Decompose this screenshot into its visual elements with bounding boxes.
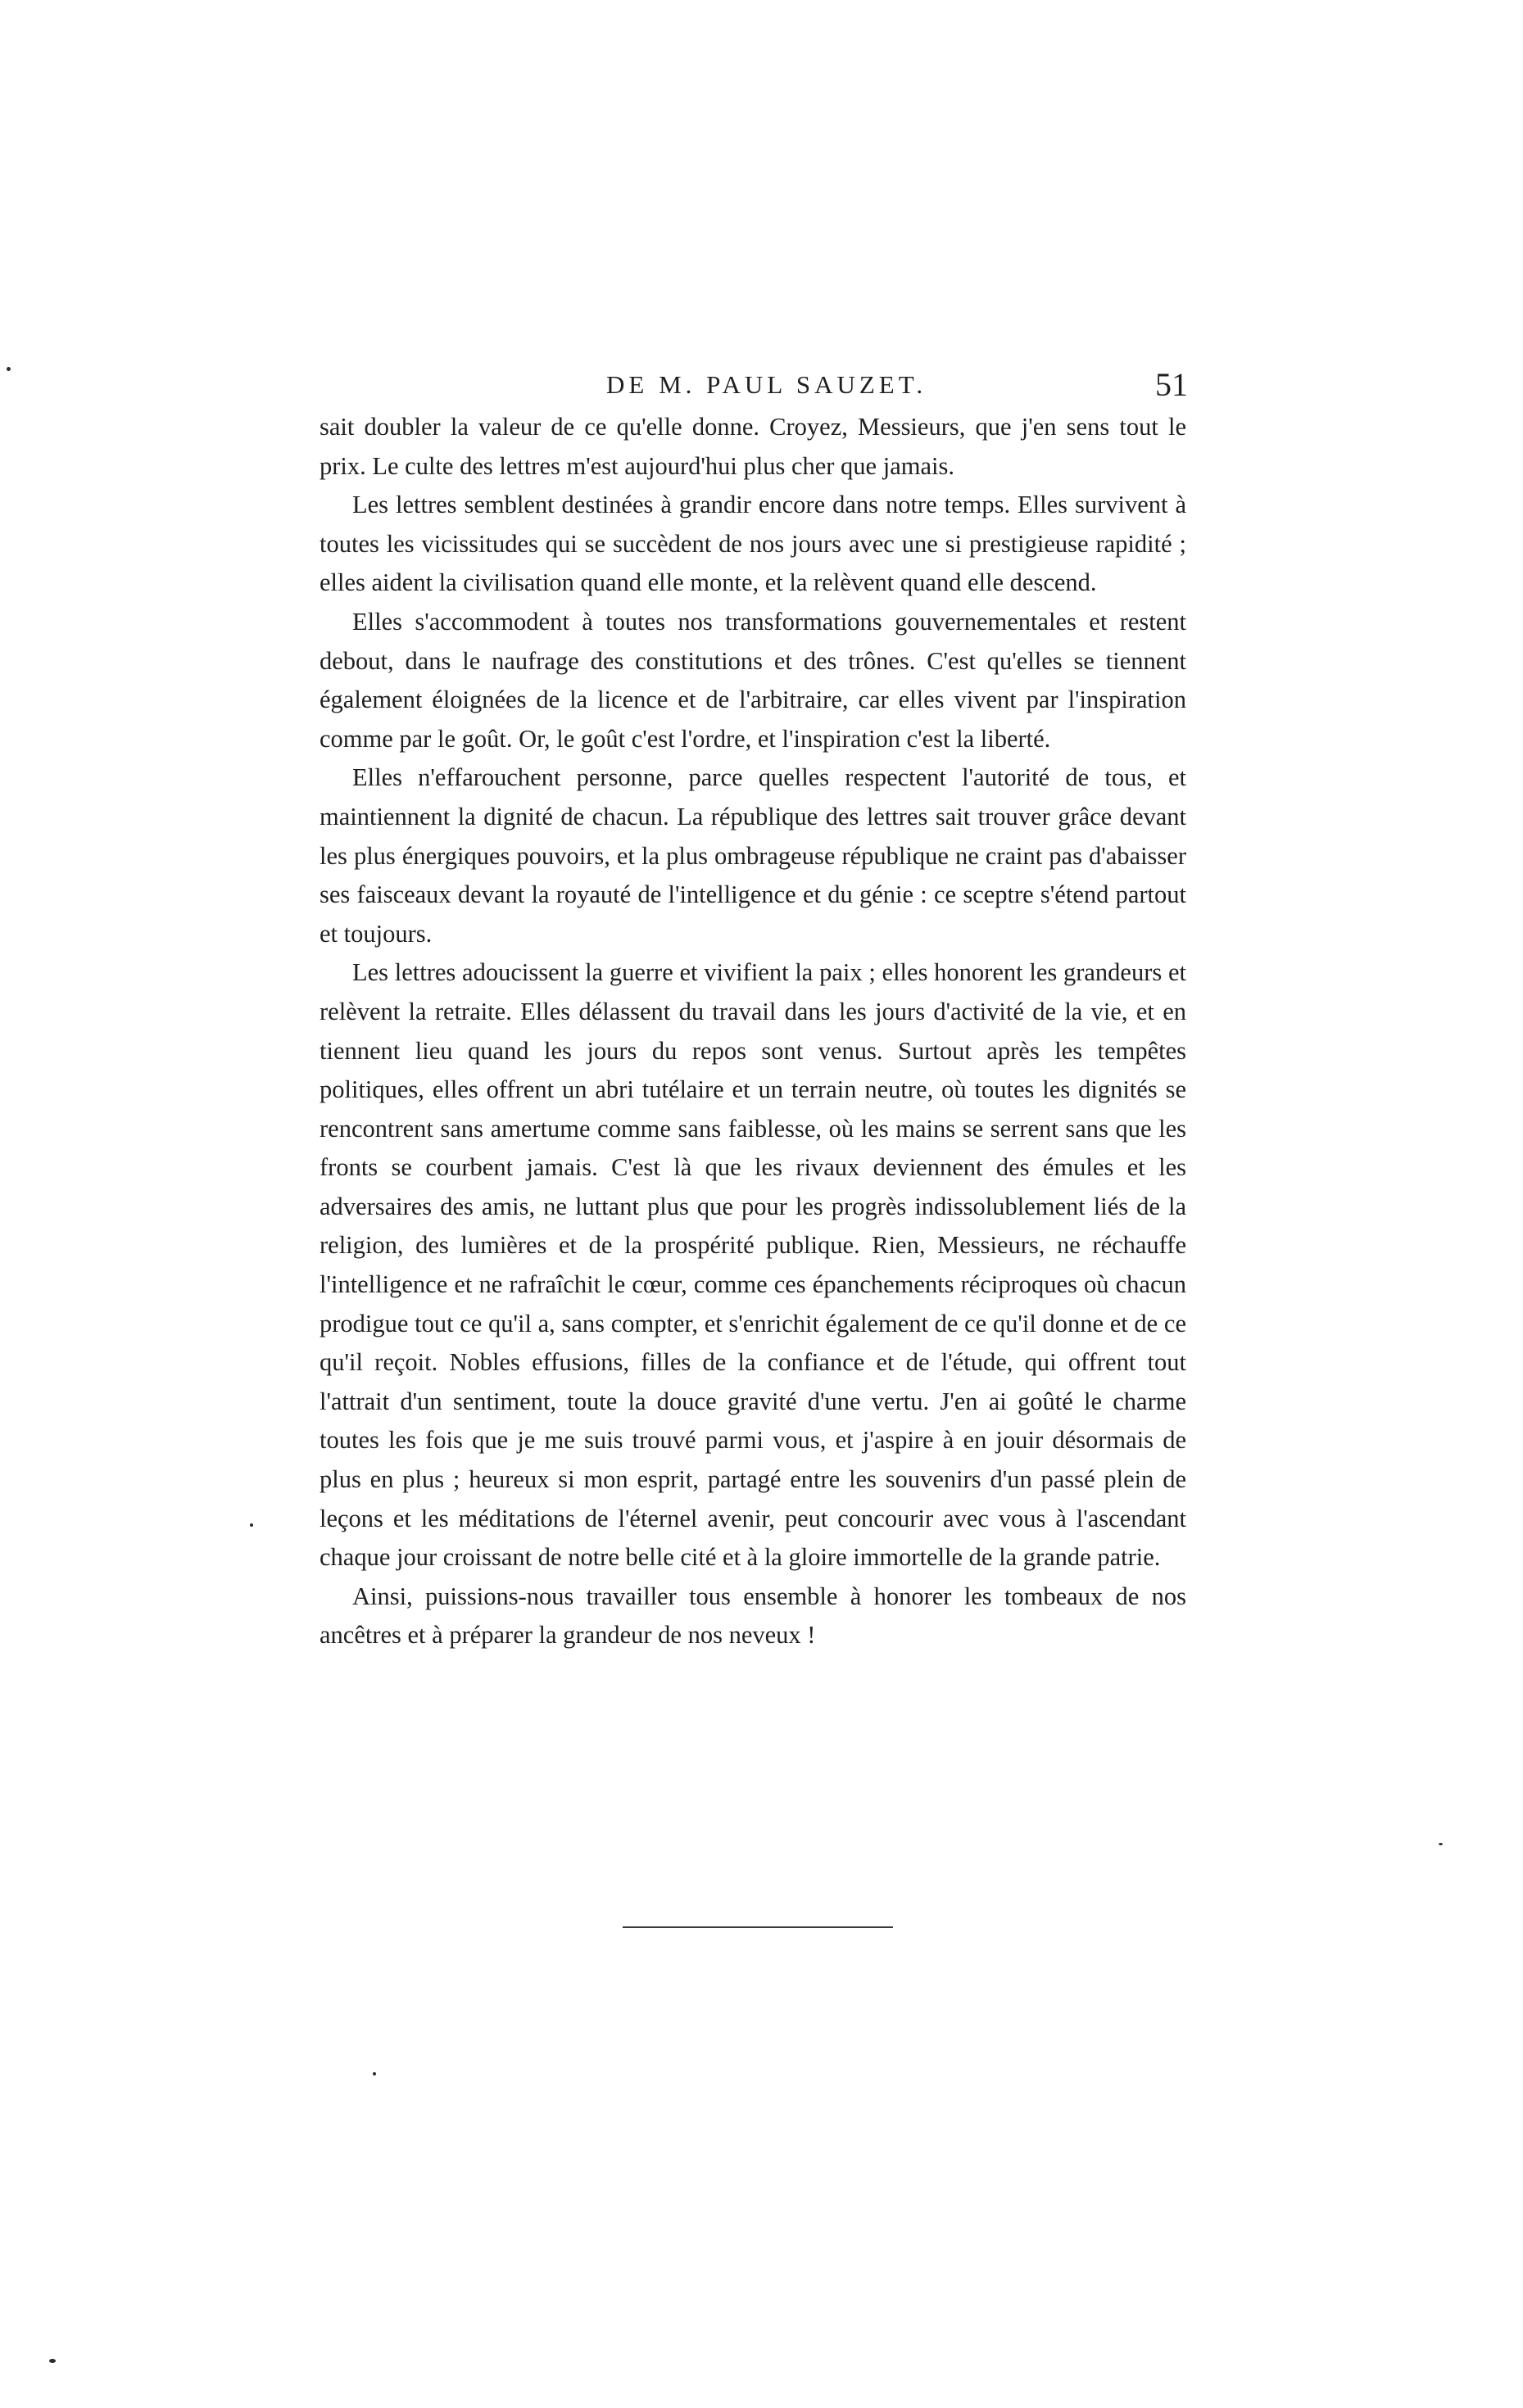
body-text (320, 408, 1186, 1655)
paragraph-1: sait doubler la valeur de ce qu'elle donne. Croyez, Messieurs, que j'en sens tout le prix. Le culte des lettres m'est aujourd'hui plus cher que jamais. (320, 413, 1186, 480)
scan-speck (250, 1523, 253, 1527)
paragraph-4: Elles n'effarouchent personne, parce quelles respectent l'autorité de tous, et maintiennent la dignité de chacun. La république des lettres sait trouver grâce devant les plus énergiques pouvoirs, et la plus ombrageuse république ne craint pas d'abaisser ses faisceaux devant la royauté de l'intelligence et du génie : ce sceptre s'étend partout et toujours. (320, 763, 1186, 948)
scan-speck (1439, 1843, 1443, 1845)
scan-speck (373, 2072, 376, 2075)
running-head: DE M. PAUL SAUZET. (606, 370, 927, 399)
scan-speck (7, 367, 11, 371)
scan-speck (49, 2359, 56, 2363)
paragraph-3: Elles s'accommodent à toutes nos transformations gouvernementales et restent debout, dans le naufrage des constitutions et des trônes. C'est qu'elles se tiennent également éloignées de la licence et de l'arbitraire, car elles vivent par l'inspiration comme par le goût. Or, le goût c'est l'ordre, et l'inspiration c'est la liberté. (320, 607, 1186, 753)
page-number: 51 (1155, 366, 1188, 403)
section-end-rule (623, 1926, 893, 1928)
paragraph-6: Ainsi, puissions-nous travailler tous ensemble à honorer les tombeaux de nos ancêtres et à préparer la grandeur de nos neveux ! (320, 1582, 1186, 1650)
paragraph-2: Les lettres semblent destinées à grandir encore dans notre temps. Elles survivent à toutes les vicissitudes qui se succèdent de nos jours avec une si prestigieuse rapidité ; elles aident la civilisation quand elle monte, et la relèvent quand elle descend. (320, 491, 1186, 597)
paragraph-5: Les lettres adoucissent la guerre et vivifient la paix ; elles honorent les grandeurs et relèvent la retraite. Elles délassent du travail dans les jours d'activité de la vie, et en tiennent lieu quand les jours du repos sont venus. Surtout après les tempêtes politiques, elles offrent un abri tutélaire et un terrain neutre, où toutes les dignités se rencontrent sans amertume comme sans faiblesse, où les mains se serrent sans que les fronts se courbent jamais. C'est là que les rivaux deviennent des émules et les adversaires des amis, ne luttant plus que pour les progrès indissolublement liés de la religion, des lumières et de la prospérité publique. Rien, Messieurs, ne réchauffe l'intelligence et ne rafraîchit le cœur, comme ces épanchements réciproques où chacun prodigue tout ce qu'il a, sans compter, et s'enrichit également de ce qu'il donne et de ce qu'il reçoit. Nobles effusions, filles de la confiance et de l'étude, qui offrent tout l'attrait d'un sentiment, toute la douce gravité d'une vertu. J'en ai goûté le charme toutes les fois que je me suis trouvé parmi vous, et j'aspire à en jouir désormais de plus en plus ; heureux si mon esprit, partagé entre les souvenirs d'un passé plein de leçons et les méditations de l'éternel avenir, peut concourir avec vous à l'ascendant chaque jour croissant de notre belle cité et à la gloire immortelle de la grande patrie. (320, 958, 1186, 1572)
